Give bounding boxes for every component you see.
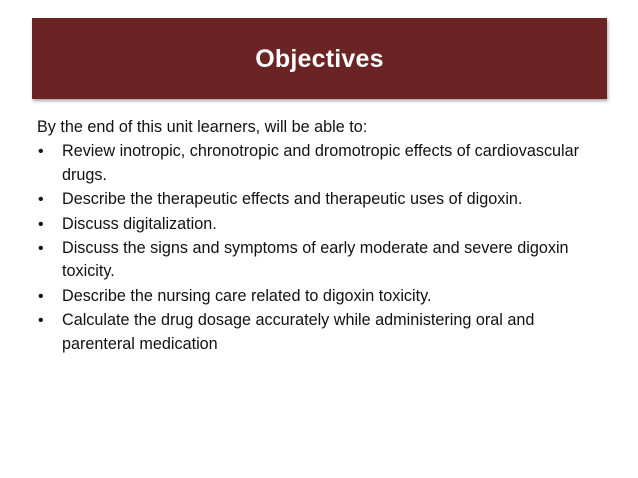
objective-text: Discuss digitalization. <box>62 214 217 233</box>
bullet-icon: • <box>38 240 44 258</box>
intro-text: By the end of this unit learners, will be able to: <box>37 118 368 136</box>
bullet-icon: • <box>38 191 44 209</box>
objective-text: Discuss the signs and symptoms of early moderate and severe digoxin toxicity. <box>62 239 569 281</box>
objective-text: Review inotropic, chronotropic and dromotropic effects of cardiovascular drugs. <box>62 142 580 184</box>
objective-text: Calculate the drug dosage accurately while administering oral and parenteral medication <box>62 311 535 353</box>
list-item <box>37 213 607 236</box>
bullet-icon: • <box>38 143 44 161</box>
slide-title: Objectives <box>255 45 384 73</box>
title-bar <box>32 18 607 99</box>
list-item <box>37 188 607 211</box>
list-item <box>37 309 607 356</box>
bullet-icon: • <box>38 287 44 305</box>
objective-text: Describe the nursing care related to digoxin toxicity. <box>62 286 432 305</box>
list-item <box>37 237 607 284</box>
slide-body <box>37 116 607 357</box>
bullet-icon: • <box>38 312 44 330</box>
list-item <box>37 140 607 187</box>
objectives-list <box>37 140 607 356</box>
list-item <box>37 285 607 308</box>
bullet-icon: • <box>38 215 44 233</box>
objective-text: Describe the therapeutic effects and therapeutic uses of digoxin. <box>62 190 523 209</box>
